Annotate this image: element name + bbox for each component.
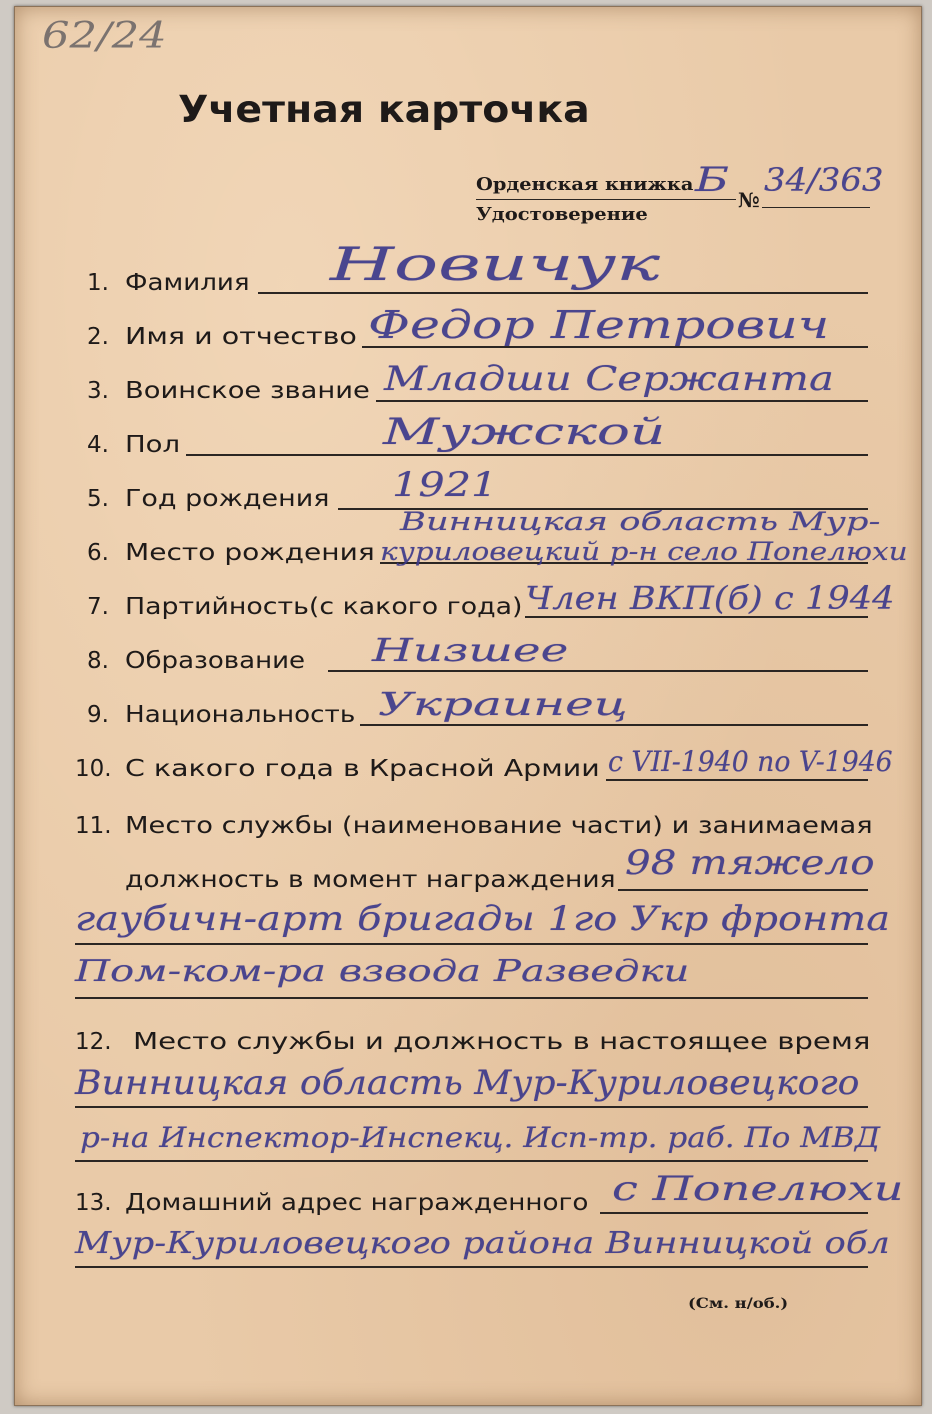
- field-2-value: [368, 302, 830, 348]
- field-1-number: 1.: [87, 270, 109, 296]
- field-9-value: [378, 684, 628, 724]
- field-3-value: [384, 358, 834, 400]
- field-11-label-line-1-text: Место службы (наименование части) и занимаемая: [125, 813, 873, 839]
- field-3-number: 3.: [87, 378, 109, 404]
- number-sign: №: [738, 188, 760, 212]
- field-6-value-line-2: [380, 536, 908, 568]
- field-2-label: [125, 322, 357, 352]
- field-12-value-line-1: [75, 1062, 860, 1104]
- field-11-label-line-1: [125, 811, 873, 841]
- field-7-value-text: Член ВКП(б) с 1944: [525, 579, 895, 617]
- field-10-number: 10.: [75, 756, 112, 782]
- see-reverse-note-text: (См. н/об.): [688, 1296, 789, 1312]
- field-5-label: [125, 484, 330, 514]
- field-8-label-text: Образование: [125, 648, 306, 674]
- field-9-line: [360, 724, 868, 726]
- field-12-line-1: [75, 1106, 868, 1108]
- field-12-value-line-2-text: р-на Инспектор-Инспекц. Исп-тр. раб. По МВД: [80, 1121, 881, 1154]
- field-3-line: [376, 400, 868, 402]
- field-10-value-text: с VII-1940 по V-1946: [608, 745, 893, 778]
- field-8-line: [328, 670, 868, 672]
- corner-pencil-note-text: 62/24: [42, 16, 167, 57]
- order-series-value: [695, 160, 729, 200]
- field-1-line: [258, 292, 868, 294]
- field-1-label: [125, 268, 250, 298]
- field-11-line-3: [75, 997, 868, 999]
- see-reverse-note: [688, 1294, 788, 1314]
- field-9-value-text: Украинец: [378, 685, 628, 723]
- field-7-label: [125, 592, 522, 622]
- field-5-number: 5.: [87, 486, 109, 512]
- field-7-value: [525, 578, 895, 618]
- field-10-label-text: С какого года в Красной Армии: [125, 756, 600, 782]
- field-5-value: [392, 464, 498, 506]
- field-13-value-line-2-text: Мур-Куриловецкого района Винницкой обл: [75, 1226, 890, 1261]
- field-4-label-text: Пол: [125, 432, 181, 458]
- field-8-number: 8.: [87, 648, 109, 674]
- field-2-number: 2.: [87, 324, 109, 350]
- field-4-value: [383, 412, 665, 454]
- field-1-value: [330, 236, 660, 292]
- order-number-value-text: 34/363: [764, 161, 884, 199]
- order-book-label: [476, 173, 693, 197]
- field-13-number: 13.: [75, 1190, 112, 1216]
- field-11-value-line-3: [75, 952, 690, 992]
- field-11-line-2: [75, 943, 868, 945]
- field-6-value-line-1: [400, 506, 880, 538]
- field-5-value-text: 1921: [392, 465, 498, 505]
- card-title: [178, 88, 590, 132]
- field-10-label: [125, 754, 600, 784]
- field-7-number: 7.: [87, 594, 109, 620]
- order-number-value: [764, 160, 884, 200]
- field-6-value-line-1-text: Винницкая область Мур-: [400, 507, 881, 536]
- field-13-value-line-1-text: с Попелюхи: [612, 1169, 904, 1209]
- order-book-label-text: Орденская книжка: [476, 174, 694, 195]
- field-13-value-line-2: [75, 1224, 890, 1264]
- field-1-value-text: Новичук: [330, 237, 660, 291]
- field-4-line: [186, 454, 868, 456]
- field-6-label-text: Место рождения: [125, 540, 375, 566]
- field-11-label-line-2-text: должность в момент награждения: [125, 867, 616, 893]
- field-12-value-line-2: [80, 1118, 880, 1158]
- field-9-label: [125, 700, 355, 730]
- field-11-label-line-2: [125, 865, 615, 895]
- field-9-number: 9.: [87, 702, 109, 728]
- field-11-value-line-1: [625, 842, 875, 884]
- field-2-value-text: Федор Петрович: [368, 303, 830, 347]
- field-5-label-text: Год рождения: [125, 486, 330, 512]
- field-8-label: [125, 646, 305, 676]
- field-2-label-text: Имя и отчество: [125, 324, 357, 350]
- order-number-line: [762, 207, 870, 208]
- order-series-value-text: Б: [695, 160, 729, 200]
- field-13-value-line-1: [612, 1168, 904, 1210]
- field-11-value-line-1-text: 98 тяжело: [625, 843, 875, 883]
- field-6-label: [125, 538, 375, 568]
- field-8-value-text: Низшее: [372, 631, 569, 669]
- card-title-text: Учетная карточка: [178, 88, 590, 131]
- field-6-number: 6.: [87, 540, 109, 566]
- field-3-value-text: Младши Сержанта: [384, 359, 834, 399]
- field-12-value-line-1-text: Винницкая область Мур-Куриловецкого: [75, 1063, 860, 1103]
- field-11-value-line-2-text: гаубичн-арт бригады 1го Укр фронта: [75, 899, 891, 939]
- field-12-number: 12.: [75, 1029, 112, 1055]
- field-12-label: [133, 1027, 870, 1057]
- field-11-value-line-3-text: Пом-ком-ра взвода Разведки: [75, 954, 690, 989]
- field-3-label-text: Воинское звание: [125, 378, 370, 404]
- certificate-label: [476, 203, 648, 227]
- field-7-label-text: Партийность(с какого года): [125, 594, 523, 620]
- field-11-number: 11.: [75, 813, 112, 839]
- field-12-label-text: Место службы и должность в настоящее время: [133, 1029, 871, 1055]
- field-6-value-line-2-text: куриловецкий р-н село Попелюхи: [380, 537, 908, 566]
- field-4-label: [125, 430, 180, 460]
- field-1-label-text: Фамилия: [125, 270, 250, 296]
- field-11-line-1: [618, 889, 868, 891]
- field-13-line-1: [600, 1212, 868, 1214]
- field-13-label: [125, 1188, 588, 1218]
- field-13-label-text: Домашний адрес награжденного: [125, 1190, 589, 1216]
- field-8-value: [372, 630, 568, 670]
- certificate-label-text: Удостоверение: [476, 204, 648, 225]
- field-9-label-text: Национальность: [125, 702, 356, 728]
- field-12-line-2: [75, 1160, 868, 1162]
- field-11-value-line-2: [75, 898, 890, 940]
- corner-pencil-note: [42, 14, 167, 60]
- field-13-line-2: [75, 1266, 868, 1268]
- field-10-value: [608, 744, 893, 780]
- field-4-number: 4.: [87, 432, 109, 458]
- field-4-value-text: Мужской: [383, 412, 666, 453]
- field-3-label: [125, 376, 370, 406]
